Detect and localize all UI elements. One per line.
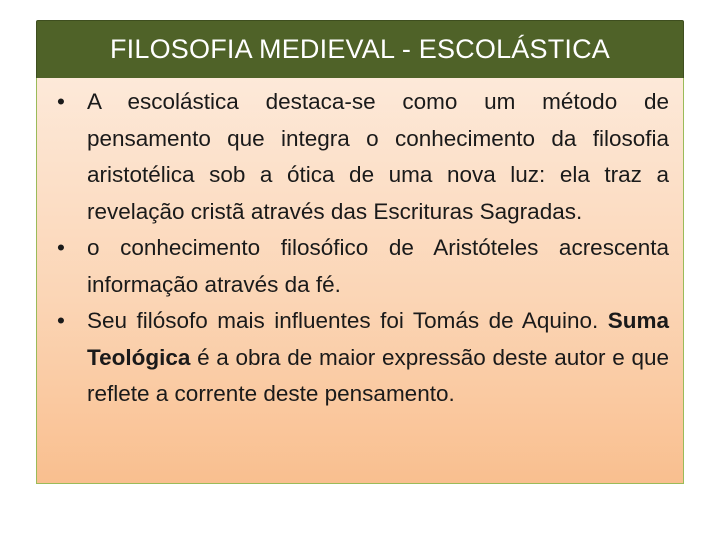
bullet-item-3 <box>57 303 669 413</box>
bullet-item-2 <box>57 230 669 303</box>
bullet-text-1: A escolástica destaca-se como um método de pensamento que integra o conhecimento da filosofia aristotélica sob a ótica de uma nova luz: ela traz a revelação cristã através das Escrituras Sagradas. <box>87 89 669 224</box>
title-bar <box>36 20 684 78</box>
bullet-text-2: o conhecimento filosófico de Aristóteles acrescenta informação através da fé. <box>87 235 669 297</box>
bullet-icon: • <box>57 235 65 260</box>
bullet-list <box>57 84 669 413</box>
bullet-text-3-after: é a obra de maior expressão deste autor e que reflete a corrente deste pensamento. <box>87 344 669 406</box>
slide-title: FILOSOFIA MEDIEVAL - ESCOLÁSTICA <box>109 34 611 64</box>
bullet-item-1 <box>57 84 669 230</box>
content-box <box>36 78 684 484</box>
bullet-text-3-before: Seu filósofo mais influentes foi Tomás de Aquino. <box>87 308 608 333</box>
bullet-icon: • <box>57 89 65 114</box>
book-title-suma-teologica: Suma Teológica <box>87 308 669 370</box>
bullet-icon: • <box>57 308 65 333</box>
